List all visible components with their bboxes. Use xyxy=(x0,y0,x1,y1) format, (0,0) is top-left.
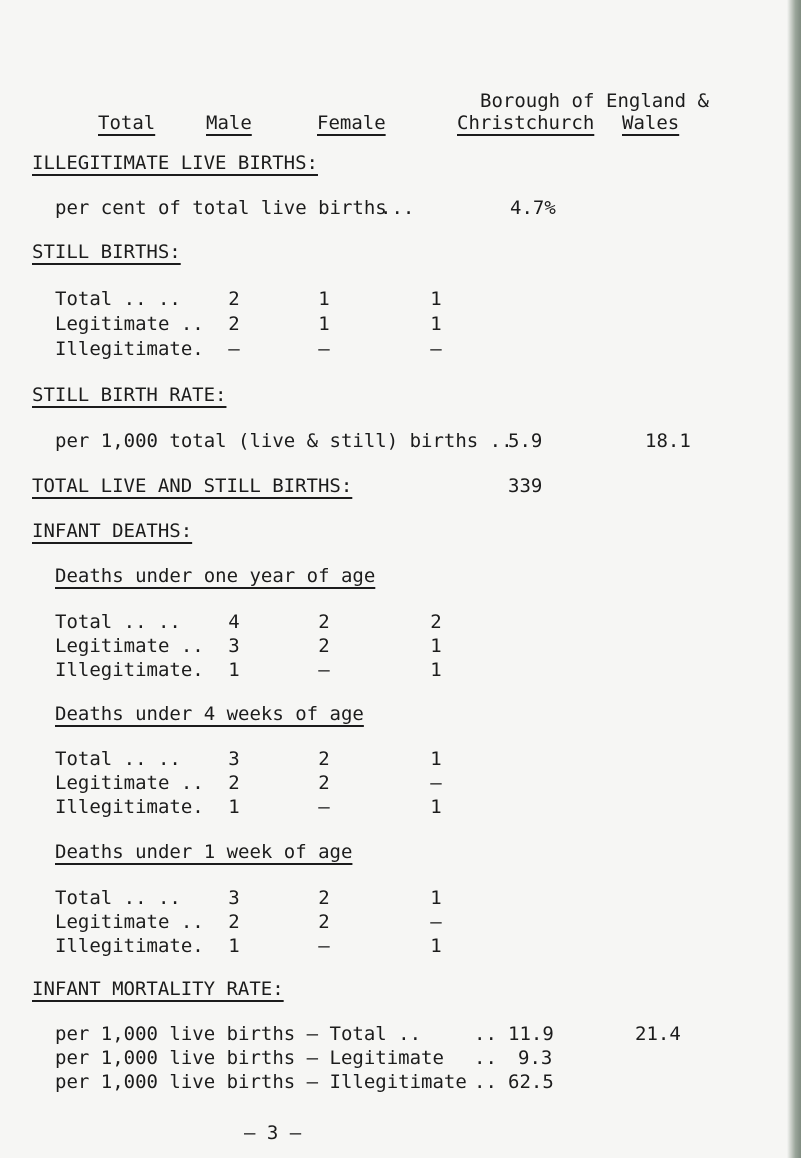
still-row-total: 2 xyxy=(228,313,240,335)
still-row-label: Illegitimate. xyxy=(55,338,204,360)
illegit-live-heading: ILLEGITIMATE LIVE BIRTHS: xyxy=(32,152,318,174)
deaths-row-label: Total .. .. xyxy=(55,748,181,770)
deaths-row-label: Illegitimate. xyxy=(55,935,204,957)
deaths-row-male: 2 xyxy=(318,887,330,909)
deaths-row-total: 1 xyxy=(228,659,240,681)
deaths-row-total: 3 xyxy=(228,887,240,909)
deaths-row-male: – xyxy=(318,935,330,957)
illegit-live-dots: ... xyxy=(380,197,415,219)
mortality-row-borough: 9.3 xyxy=(518,1047,553,1069)
deaths-row-female: 1 xyxy=(430,935,442,957)
deaths-row-male: 2 xyxy=(318,772,330,794)
col-header-borough-line2: Christchurch xyxy=(457,112,595,134)
deaths-row-label: Legitimate .. xyxy=(55,911,204,933)
col-header-total: Total xyxy=(98,112,156,134)
deaths-row-label: Illegitimate. xyxy=(55,796,204,818)
deaths-row-total: 3 xyxy=(228,748,240,770)
deaths-row-label: Total .. .. xyxy=(55,887,181,909)
deaths-row-male: 2 xyxy=(318,611,330,633)
deaths-row-female: – xyxy=(430,772,442,794)
scan-edge-shadow xyxy=(787,0,801,1158)
deaths-row-female: 1 xyxy=(430,796,442,818)
still-row-label: Legitimate .. xyxy=(55,313,204,335)
still-row-female: 1 xyxy=(430,313,442,335)
deaths-row-female: – xyxy=(430,911,442,933)
infant-mortality-heading: INFANT MORTALITY RATE: xyxy=(32,978,284,1000)
still-row-male: 1 xyxy=(318,288,330,310)
col-header-borough-line1: Borough of xyxy=(480,90,595,112)
mortality-row-borough: 62.5 xyxy=(508,1071,554,1093)
deaths-row-female: 2 xyxy=(430,611,442,633)
deaths-under-one-week-heading: Deaths under 1 week of age xyxy=(55,841,353,863)
still-rate-borough: 5.9 xyxy=(508,430,543,452)
deaths-row-total: 3 xyxy=(228,635,240,657)
deaths-row-label: Total .. .. xyxy=(55,611,181,633)
deaths-under-four-weeks-heading: Deaths under 4 weeks of age xyxy=(55,703,364,725)
col-header-england-line1: England & xyxy=(606,90,709,112)
mortality-row-label: per 1,000 live births – Legitimate xyxy=(55,1047,444,1069)
still-row-female: 1 xyxy=(430,288,442,310)
still-row-total: 2 xyxy=(228,288,240,310)
mortality-row-dots: .. xyxy=(474,1047,497,1069)
page-number: – 3 – xyxy=(244,1122,302,1144)
deaths-row-male: 2 xyxy=(318,748,330,770)
still-rate-label: per 1,000 total (live & still) births .. xyxy=(55,430,513,452)
total-births-heading: TOTAL LIVE AND STILL BIRTHS: xyxy=(32,475,353,497)
still-row-male: 1 xyxy=(318,313,330,335)
still-row-label: Total .. .. xyxy=(55,288,181,310)
still-row-total: – xyxy=(228,338,240,360)
still-rate-heading: STILL BIRTH RATE: xyxy=(32,384,227,406)
deaths-row-label: Legitimate .. xyxy=(55,635,204,657)
deaths-row-label: Legitimate .. xyxy=(55,772,204,794)
deaths-row-total: 1 xyxy=(228,935,240,957)
mortality-row-england: 21.4 xyxy=(635,1023,681,1045)
deaths-row-male: – xyxy=(318,796,330,818)
col-header-england-line2: Wales xyxy=(622,112,680,134)
mortality-row-dots: .. xyxy=(474,1071,497,1093)
deaths-under-one-year-heading: Deaths under one year of age xyxy=(55,565,376,587)
deaths-row-male: 2 xyxy=(318,635,330,657)
still-births-heading: STILL BIRTHS: xyxy=(32,241,181,263)
illegit-live-label: per cent of total live births xyxy=(55,197,387,219)
illegit-live-borough: 4.7% xyxy=(510,197,556,219)
deaths-row-label: Illegitimate. xyxy=(55,659,204,681)
total-births-borough: 339 xyxy=(508,475,543,497)
infant-deaths-heading: INFANT DEATHS: xyxy=(32,520,193,542)
col-header-female: Female xyxy=(317,112,386,134)
deaths-row-female: 1 xyxy=(430,887,442,909)
still-rate-england: 18.1 xyxy=(645,430,691,452)
mortality-row-dots: .. xyxy=(474,1023,497,1045)
deaths-row-male: 2 xyxy=(318,911,330,933)
deaths-row-female: 1 xyxy=(430,635,442,657)
deaths-row-total: 1 xyxy=(228,796,240,818)
mortality-row-label: per 1,000 live births – Illegitimate xyxy=(55,1071,467,1093)
deaths-row-total: 2 xyxy=(228,772,240,794)
deaths-row-female: 1 xyxy=(430,659,442,681)
deaths-row-total: 4 xyxy=(228,611,240,633)
deaths-row-female: 1 xyxy=(430,748,442,770)
col-header-male: Male xyxy=(206,112,252,134)
still-row-female: – xyxy=(430,338,442,360)
mortality-row-label: per 1,000 live births – Total .. xyxy=(55,1023,422,1045)
still-row-male: – xyxy=(318,338,330,360)
deaths-row-total: 2 xyxy=(228,911,240,933)
mortality-row-borough: 11.9 xyxy=(508,1023,554,1045)
deaths-row-male: – xyxy=(318,659,330,681)
